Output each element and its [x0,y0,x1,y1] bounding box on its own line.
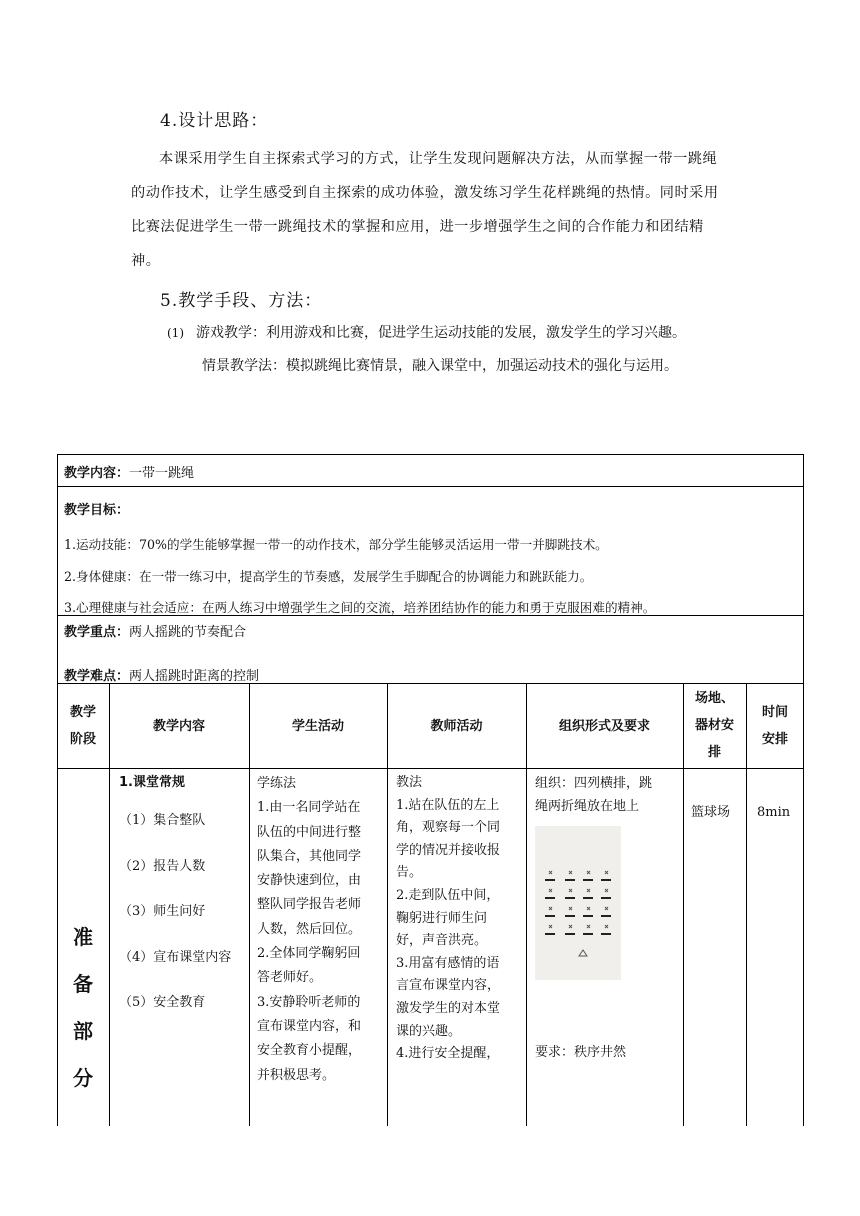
goal-item-3: 3.心理健康与社会适应：在两人练习中增强学生之间的交流，培养团结协作的能力和勇于克服困难的精神。 [64,600,656,615]
org-line: 组织：四列横排，跳 [535,776,653,791]
teacher-line: 教法 [396,775,423,790]
difficulty-value: 两人摇跳时距离的控制 [129,669,260,684]
table-border-top [57,454,804,455]
student-line: 安全教育小提醒， [257,1043,362,1059]
student-line: 整队同学报告老师 [257,897,362,913]
col-divider [109,683,110,1126]
lesson-plan-table [57,454,804,1126]
goal-item-1: 1.运动技能：70%的学生能够掌握一带一的动作技术，部分学生能够灵活运用一带一并脚跳技术。 [64,537,608,552]
teacher-line: 言宣布课堂内容， [396,978,501,994]
stage-char: 备 [73,972,93,996]
header-venue-line: 场地、 [694,691,734,706]
design-line-3: 比赛法促进学生一带一跳绳技术的掌握和应用，进一步增强学生之间的合作能力和团结精 [131,219,704,235]
content-item: （1）集合整队 [119,813,206,828]
teacher-line: 角，观察每一个同 [396,820,501,836]
design-line-4: 神。 [131,253,161,269]
teacher-line: 1.站在队伍的左上 [396,797,500,813]
teaching-content-value: 一带一跳绳 [129,466,195,481]
stage-char: 准 [73,925,93,949]
header-teacher: 教师活动 [430,719,483,734]
col-divider [249,683,250,1126]
header-stage-line: 阶段 [69,732,96,747]
stage-char: 部 [73,1019,93,1043]
teaching-content-row [64,462,194,481]
design-paragraph [131,142,736,278]
row-divider [57,486,804,487]
teacher-line: 告。 [396,865,423,881]
content-item: （3）师生问好 [119,904,206,919]
teacher-line: 好，声音洪亮。 [396,933,488,949]
content-item: （5）安全教育 [119,995,206,1010]
student-line: 并积极思考。 [257,1067,336,1083]
design-heading: 4.设计思路： [160,111,269,131]
formation-diagram [535,826,621,980]
teacher-line: 鞠躬进行师生问 [396,910,488,926]
header-venue-line: 器材安 [694,718,734,733]
row1-content-items [119,798,231,1026]
row-divider [57,768,804,769]
student-line: 2.全体同学鞠躬回 [257,946,361,962]
teacher-line: 激发学生的对本堂 [396,1000,501,1016]
teacher-line: 4.进行安全提醒， [396,1046,500,1062]
row1-venue: 篮球场 [691,805,731,820]
col-divider [526,683,527,1126]
student-line: 学练法 [257,776,297,791]
header-stage-line: 教学 [69,705,96,720]
header-venue-line: 排 [707,745,721,760]
method-item-1-text: 游戏教学：利用游戏和比赛，促进学生运动技能的发展，激发学生的学习兴趣。 [196,325,686,341]
student-line: 人数，然后回位。 [257,921,362,937]
header-stage [57,699,109,753]
goals-label: 教学目标： [64,503,130,518]
key-point-row [64,621,246,640]
header-time-line: 安排 [761,732,788,747]
method-item-1-number: (1) [167,326,184,340]
teaching-content-label: 教学内容： [64,466,130,481]
header-student: 学生活动 [291,719,344,734]
teacher-line: 2.走到队伍中间， [396,887,500,903]
formation-diagram-graphic [535,826,621,980]
row1-organization-requirement: 要求：秩序井然 [535,1045,627,1060]
header-time [746,699,804,753]
row1-time: 8min [757,805,791,820]
goal-item-2: 2.身体健康：在一带一练习中，提高学生的节奏感，发展学生手脚配合的协调能力和跳跃能力。 [64,569,593,584]
header-content: 教学内容 [152,719,205,734]
student-line: 1.由一名同学站在 [257,800,361,816]
teacher-line: 课的兴趣。 [396,1023,462,1039]
student-line: 队伍的中间进行整 [257,824,362,840]
method-item-2: 情景教学法：模拟跳绳比赛情景，融入课堂中，加强运动技术的强化与运用。 [202,358,678,374]
methods-heading: 5.教学手段、方法： [160,291,323,311]
row1-teacher-activity [396,772,500,1066]
design-line-1: 本课采用学生自主探索式学习的方式，让学生发现问题解决方法，从而掌握一带一跳绳 [159,151,718,167]
difficulty-label: 教学难点： [64,669,130,684]
student-line: 安静快速到位，由 [257,873,362,889]
key-point-value: 两人摇跳的节奏配合 [129,625,247,640]
student-line: 3.安静聆听老师的 [257,994,361,1010]
key-point-label: 教学重点： [64,625,130,640]
content-item: （2）报告人数 [119,858,206,874]
row1-student-activity [257,772,361,1088]
teacher-line: 3.用富有感情的语 [396,955,500,971]
student-line: 宣布课堂内容，和 [257,1018,362,1034]
table-border-right [803,454,804,1126]
content-item: （4）宣布课堂内容 [119,949,232,965]
student-line: 队集合，其他同学 [257,848,362,864]
content-title-text: 1.课堂常规 [119,775,185,790]
difficulty-row [64,665,259,684]
stage-char: 分 [73,1066,93,1090]
stage-preparation [57,914,109,1102]
teacher-line: 学的情况并接收报 [396,842,501,858]
design-line-2: 的动作技术，让学生感受到自主探索的成功体验，激发练习学生花样跳绳的热情。同时采用 [131,185,719,201]
row1-organization [535,772,652,818]
row1-content-title [119,772,185,795]
header-venue [683,685,746,766]
col-divider [387,683,388,1126]
org-line: 绳两折绳放在地上 [535,799,640,814]
method-item-1 [167,322,686,342]
header-organization: 组织形式及要求 [558,719,650,734]
header-time-line: 时间 [761,705,788,720]
student-line: 答老师好。 [257,970,323,986]
